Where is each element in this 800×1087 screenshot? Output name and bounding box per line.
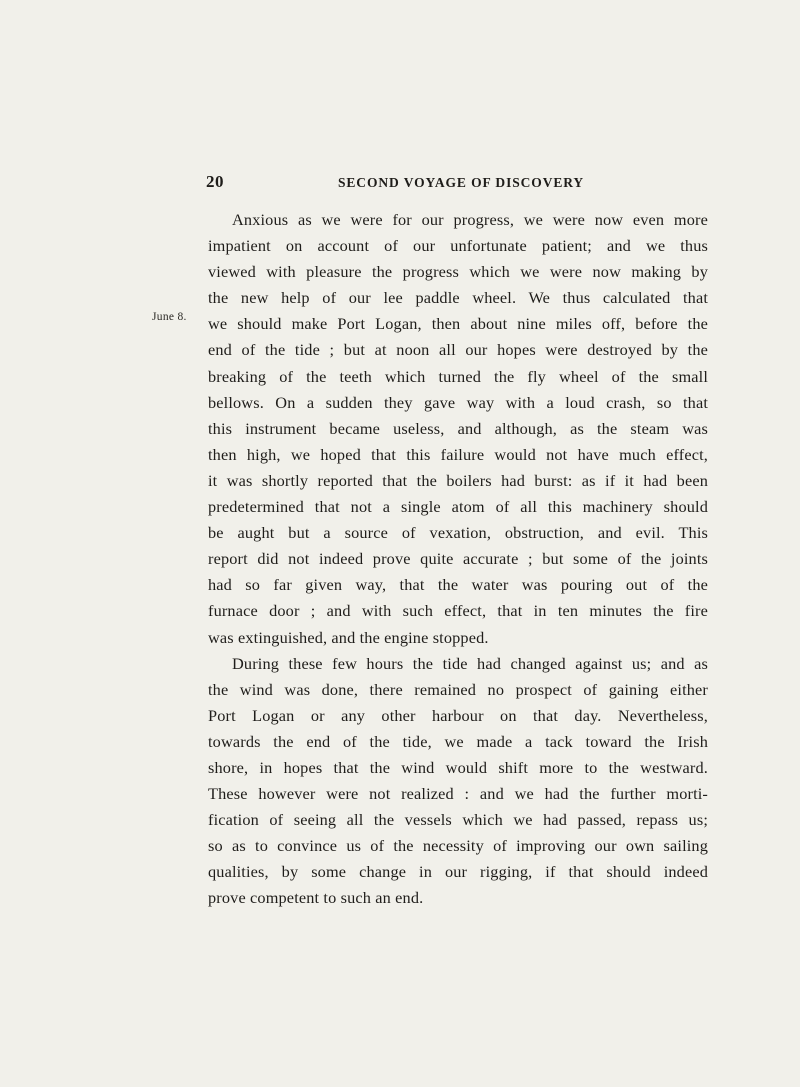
text-line: impatient on account of our unfortunate patient; and we thus (208, 236, 708, 256)
text-line: so as to convince us of the necessity of improving our own sailing (208, 836, 708, 856)
text-line: predetermined that not a single atom of all this machinery should (208, 497, 708, 517)
text-line: These however were not realized : and we had the further morti- (208, 784, 708, 804)
text-line: fication of seeing all the vessels which we had passed, repass us; (208, 810, 708, 830)
text-line: qualities, by some change in our rigging, if that should indeed (208, 862, 708, 882)
text-line: then high, we hoped that this failure would not have much effect, (208, 444, 708, 464)
text-line: the wind was done, there remained no prospect of gaining either (208, 679, 708, 699)
text-line: viewed with pleasure the progress which we were now making by (208, 262, 708, 282)
text-line: was extinguished, and the engine stopped. (208, 627, 489, 647)
text-line: it was shortly reported that the boilers had burst: as if it had been (208, 470, 708, 490)
text-line: bellows. On a sudden they gave way with a loud crash, so that (208, 392, 708, 412)
text-line: Anxious as we were for our progress, we were now even more (232, 210, 708, 229)
text-line: had so far given way, that the water was pouring out of the (208, 575, 708, 595)
text-line: shore, in hopes that the wind would shift more to the westward. (208, 757, 708, 777)
margin-date-note: June 8. (152, 311, 187, 323)
running-head: SECOND VOYAGE OF DISCOVERY (338, 175, 585, 190)
text-line: this instrument became useless, and although, as the steam was (208, 418, 708, 438)
page-number: 20 (206, 172, 224, 191)
text-line: furnace door ; and with such effect, that in ten minutes the fire (208, 601, 708, 621)
text-line: prove competent to such an end. (208, 888, 424, 908)
text-line: be aught but a source of vexation, obstruction, and evil. This (208, 523, 708, 543)
text-line: report did not indeed prove quite accurate ; but some of the joints (208, 549, 708, 569)
text-line: the new help of our lee paddle wheel. We thus calculated that (208, 288, 708, 308)
text-line: Port Logan or any other harbour on that day. Nevertheless, (208, 705, 708, 725)
text-line: we should make Port Logan, then about nine miles off, before the (208, 314, 708, 334)
text-line: towards the end of the tide, we made a tack toward the Irish (208, 731, 708, 751)
body-text (208, 207, 708, 912)
page-header (206, 172, 606, 196)
text-line: breaking of the teeth which turned the fly wheel of the small (208, 366, 708, 386)
text-line: end of the tide ; but at noon all our hopes were destroyed by the (208, 340, 708, 360)
text-line: During these few hours the tide had changed against us; and as (232, 653, 708, 673)
